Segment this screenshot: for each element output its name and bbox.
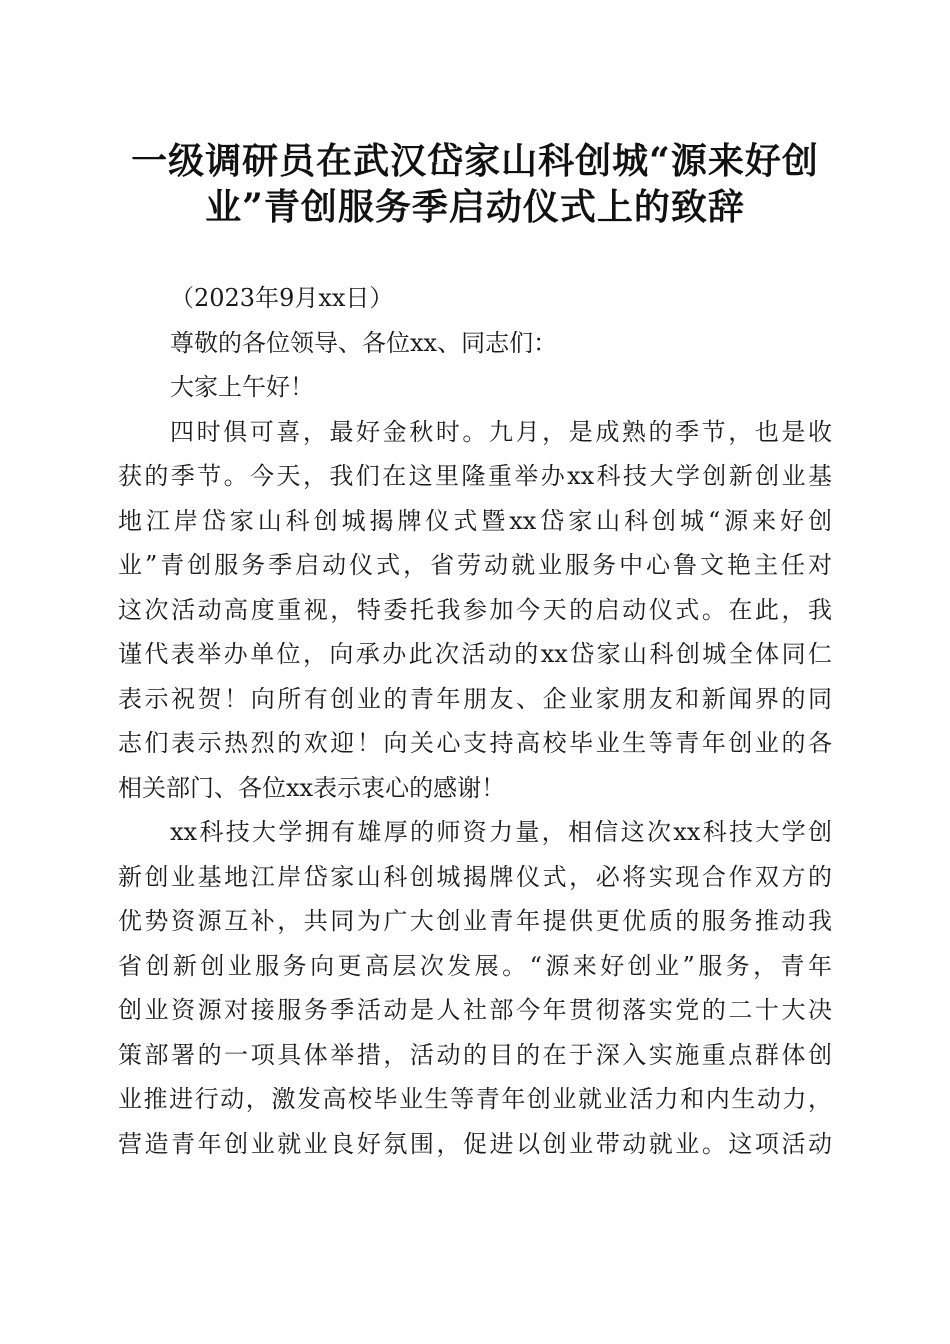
paragraph-1-line: 地江岸岱家山科创城揭牌仪式暨xx岱家山科创城“源来好创 [118, 506, 832, 535]
greeting: 大家上午好！ [170, 373, 314, 401]
paragraph-1-line: 相关部门、各位xx表示衷心的感谢！ [118, 773, 506, 802]
paragraph-2-line: xx科技大学拥有雄厚的师资力量，相信这次xx科技大学创 [170, 818, 832, 846]
document-body [118, 276, 832, 1166]
paragraph-1-line: 谨代表举办单位，向承办此次活动的xx岱家山科创城全体同仁 [118, 640, 832, 668]
title-line-1: 一级调研员在武汉岱家山科创城“源来好创 [131, 140, 819, 182]
paragraph-1-line: 四时俱可喜，最好金秋时。九月，是成熟的季节，也是收 [170, 417, 832, 446]
paragraph-2-line: 新创业基地江岸岱家山科创城揭牌仪式，必将实现合作双方的 [118, 862, 832, 891]
paragraph-1-line: 志们表示热烈的欢迎！向关心支持高校毕业生等青年创业的各 [118, 729, 832, 757]
date-line: （2023年9月xx日） [170, 284, 394, 312]
salutation: 尊敬的各位领导、各位xx、同志们： [170, 328, 558, 357]
paragraph-2-line: 策部署的一项具体举措，活动的目的在于深入实施重点群体创 [118, 1040, 832, 1069]
paragraph-1-line: 表示祝贺！向所有创业的青年朋友、企业家朋友和新闻界的同 [118, 684, 832, 713]
paragraph-2-line: 业推进行动，激发高校毕业生等青年创业就业活力和内生动力， [118, 1085, 832, 1113]
paragraph-1-line: 获的季节。今天，我们在这里隆重举办xx科技大学创新创业基 [118, 462, 832, 490]
paragraph-2-line: 省创新创业服务向更高层次发展。“源来好创业”服务，青年 [118, 951, 832, 980]
paragraph-2-line: 创业资源对接服务季活动是人社部今年贯彻落实党的二十大决 [118, 996, 832, 1024]
title-line-2: 业”青创服务季启动仪式上的致辞 [205, 186, 745, 228]
paragraph-2-line: 营造青年创业就业良好氛围，促进以创业带动就业。这项活动 [118, 1129, 832, 1158]
paragraph-1-line: 这次活动高度重视，特委托我参加今天的启动仪式。在此，我 [118, 595, 832, 624]
paragraph-1-line: 业”青创服务季启动仪式，省劳动就业服务中心鲁文艳主任对 [118, 551, 832, 579]
paragraph-2-line: 优势资源互补，共同为广大创业青年提供更优质的服务推动我 [118, 907, 832, 935]
document-title [100, 138, 850, 230]
